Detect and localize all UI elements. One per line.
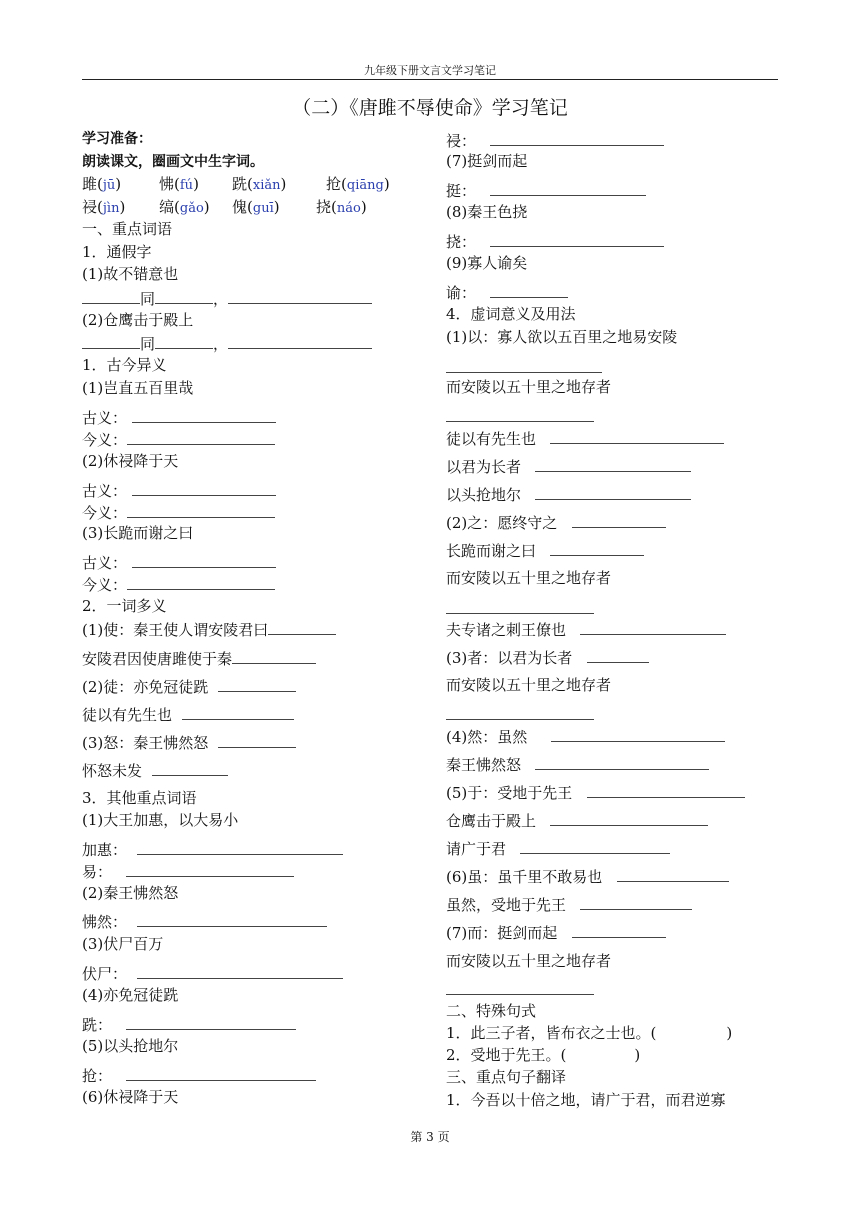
answer-blank[interactable] — [218, 733, 296, 748]
subsection-heading: 1．古今异义 — [82, 356, 167, 374]
question-item — [446, 783, 745, 802]
question-text: (3)怒：秦王怫然怒 — [82, 734, 209, 752]
char: 挠 — [316, 198, 332, 216]
subsection-heading: 4．虚词意义及用法 — [446, 305, 576, 323]
question-text: 请广于君 — [446, 840, 507, 858]
prep-title: 学习准备： — [82, 131, 152, 147]
pinyin-row-1: 雎(jū) — [82, 175, 122, 193]
pinyin-item: 抢(qiāng) — [326, 175, 390, 193]
answer-line — [82, 289, 372, 308]
question-item — [82, 649, 316, 668]
paren: ) — [634, 1046, 641, 1064]
question-item — [82, 733, 296, 752]
question-item: (1)以：寡人欲以五百里之地易安陵 — [446, 328, 678, 346]
label: 挺： — [446, 182, 477, 200]
answer-blank[interactable] — [228, 289, 372, 304]
answer-blank[interactable] — [446, 358, 602, 373]
question-item — [446, 895, 692, 914]
label: 古义： — [82, 409, 128, 427]
question-text: (3)者：以君为长者 — [446, 649, 573, 667]
char: 傀 — [232, 198, 248, 216]
answer-blank[interactable] — [535, 485, 691, 500]
comma: ， — [213, 335, 229, 353]
question-text: 怀怒未发 — [82, 762, 143, 780]
answer-blank[interactable] — [572, 923, 666, 938]
question-text: 以君为长者 — [446, 458, 522, 476]
section-heading: 二、特殊句式 — [446, 1002, 537, 1020]
question-item — [446, 541, 644, 560]
question-item — [82, 620, 336, 639]
comma: ， — [213, 290, 229, 308]
label: 今义： — [82, 576, 128, 594]
question-item — [446, 485, 691, 504]
label: 谕： — [446, 284, 477, 302]
question-item — [446, 1046, 640, 1064]
question-text: 2．受地于先王。( — [446, 1046, 567, 1064]
subsection-heading: 2．一词多义 — [82, 597, 167, 615]
question-text: (6)虽：虽千里不敢易也 — [446, 868, 603, 886]
question-text: (1)使：秦王使人谓安陵君曰 — [82, 621, 269, 639]
answer-line — [82, 1015, 296, 1034]
answer-blank[interactable] — [587, 783, 745, 798]
answer-blank[interactable] — [155, 289, 213, 304]
answer-blank[interactable] — [550, 429, 724, 444]
answer-blank[interactable] — [126, 1066, 316, 1081]
question-item: (1)大王加惠，以大易小 — [82, 811, 239, 829]
question-item: (3)长跪而谢之曰 — [82, 524, 194, 542]
answer-blank[interactable] — [446, 705, 594, 720]
answer-line — [446, 181, 646, 200]
question-item — [82, 705, 294, 724]
question-text: 安陵君因使唐雎使于秦 — [82, 650, 233, 668]
answer-blank[interactable] — [617, 867, 729, 882]
question-text: 夫专诸之刺王僚也 — [446, 621, 567, 639]
answer-line — [446, 232, 664, 251]
label: 伏尸： — [82, 965, 128, 983]
question-item: 1．今吾以十倍之地，请广于君，而君逆寡 — [446, 1091, 726, 1109]
question-text: 虽然，受地于先王 — [446, 896, 567, 914]
answer-line — [446, 131, 664, 150]
answer-blank[interactable] — [535, 457, 691, 472]
question-item: (4)亦免冠徒跣 — [82, 986, 179, 1004]
pinyin-item: 缟(gǎo) — [159, 198, 210, 216]
answer-blank[interactable] — [132, 481, 276, 496]
label: 祲： — [446, 132, 477, 150]
label: 挠： — [446, 233, 477, 251]
question-text: (2)徒：亦免冠徒跣 — [82, 678, 209, 696]
section-heading: 一、重点词语 — [82, 220, 173, 238]
answer-line — [82, 481, 276, 500]
question-item — [446, 513, 666, 532]
question-item — [446, 429, 724, 448]
label: 怫然： — [82, 913, 128, 931]
answer-blank[interactable] — [550, 541, 644, 556]
answer-line — [82, 408, 276, 427]
answer-blank[interactable] — [82, 334, 140, 349]
question-text: (4)然：虽然 — [446, 728, 528, 746]
answer-line — [82, 862, 294, 881]
pinyin-item: 怫(fú) — [159, 175, 199, 193]
answer-blank[interactable] — [137, 964, 343, 979]
answer-line — [446, 599, 594, 618]
answer-blank[interactable] — [580, 620, 726, 635]
answer-blank[interactable] — [490, 181, 646, 196]
pinyin-item: 跣(xiǎn) — [232, 175, 287, 193]
section-heading: 三、重点句子翻译 — [446, 1068, 567, 1086]
question-text: (2)之：愿终守之 — [446, 514, 558, 532]
answer-line — [446, 407, 594, 426]
question-text: (5)于：受地于先王 — [446, 784, 573, 802]
question-item: 而安陵以五十里之地存者 — [446, 952, 612, 970]
pinyin-item: 傀(guī) — [232, 198, 280, 216]
page-title: （二）《唐雎不辱使命》学习笔记 — [292, 97, 568, 119]
answer-line — [82, 1066, 316, 1085]
tong-label: 同 — [140, 290, 156, 308]
answer-blank[interactable] — [127, 503, 275, 518]
answer-line — [446, 358, 602, 377]
label: 古义： — [82, 482, 128, 500]
answer-blank[interactable] — [228, 334, 372, 349]
answer-blank[interactable] — [446, 980, 594, 995]
question-text: 徒以有先生也 — [446, 430, 537, 448]
pinyin: jū — [102, 178, 116, 193]
pinyin: náo — [336, 201, 361, 216]
question-item — [446, 811, 708, 830]
question-item — [82, 761, 228, 780]
answer-blank[interactable] — [587, 648, 649, 663]
answer-blank[interactable] — [490, 232, 664, 247]
left-column — [82, 0, 422, 1216]
pinyin-item: 祲(jìn) — [82, 198, 126, 216]
answer-blank[interactable] — [551, 727, 725, 742]
pinyin: qiāng — [346, 178, 384, 193]
answer-line — [446, 705, 594, 724]
question-text: 长跪而谢之曰 — [446, 542, 537, 560]
question-item: 而安陵以五十里之地存者 — [446, 676, 612, 694]
question-item: 而安陵以五十里之地存者 — [446, 378, 612, 396]
paren: ) — [726, 1024, 733, 1042]
right-column — [446, 0, 786, 1216]
question-text: (7)而：挺剑而起 — [446, 924, 558, 942]
question-item: (3)伏尸百万 — [82, 935, 164, 953]
answer-blank[interactable] — [572, 513, 666, 528]
label: 古义： — [82, 554, 128, 572]
answer-blank[interactable] — [126, 862, 294, 877]
question-text: 徒以有先生也 — [82, 706, 173, 724]
question-item — [446, 620, 726, 639]
question-item — [82, 677, 296, 696]
answer-blank[interactable] — [137, 840, 343, 855]
question-item: (1)岂直五百里哉 — [82, 379, 194, 397]
answer-blank[interactable] — [152, 761, 228, 776]
page-footer: 第 3 页 — [410, 1130, 450, 1144]
question-item — [446, 867, 729, 886]
question-item: 而安陵以五十里之地存者 — [446, 569, 612, 587]
label: 易： — [82, 863, 113, 881]
char: 缟 — [159, 198, 175, 216]
answer-blank[interactable] — [218, 677, 296, 692]
question-item — [446, 755, 709, 774]
question-item — [446, 727, 725, 746]
question-item — [446, 648, 649, 667]
answer-line — [446, 283, 568, 302]
char: 怫 — [159, 175, 175, 193]
answer-blank[interactable] — [580, 895, 692, 910]
answer-blank[interactable] — [232, 649, 316, 664]
question-text: 仓鹰击于殿上 — [446, 812, 537, 830]
answer-blank[interactable] — [446, 599, 594, 614]
answer-line — [82, 575, 275, 594]
answer-blank[interactable] — [132, 553, 276, 568]
question-item: (6)休祲降于天 — [82, 1088, 179, 1106]
char: 跣 — [232, 175, 248, 193]
tong-label: 同 — [140, 335, 156, 353]
answer-line — [82, 840, 343, 859]
question-item: (1)故不错意也 — [82, 265, 179, 283]
question-text: 以头抢地尔 — [446, 486, 522, 504]
pinyin: fú — [179, 178, 194, 193]
label: 今义： — [82, 431, 128, 449]
answer-blank[interactable] — [535, 755, 709, 770]
question-item: (9)寡人谕矣 — [446, 254, 528, 272]
question-item: (5)以头抢地尔 — [82, 1037, 179, 1055]
answer-blank[interactable] — [132, 408, 276, 423]
char: 抢 — [326, 175, 342, 193]
question-item: (2)休祲降于天 — [82, 452, 179, 470]
question-item: (7)挺剑而起 — [446, 152, 528, 170]
answer-blank[interactable] — [268, 620, 336, 635]
pinyin: guī — [252, 201, 274, 216]
char: 雎 — [82, 175, 98, 193]
answer-line — [82, 503, 275, 522]
label: 抢： — [82, 1067, 113, 1085]
question-item: (2)仓鹰击于殿上 — [82, 311, 194, 329]
answer-blank[interactable] — [490, 131, 664, 146]
answer-line — [82, 430, 275, 449]
label: 加惠： — [82, 841, 128, 859]
answer-line — [82, 912, 327, 931]
answer-blank[interactable] — [82, 289, 140, 304]
answer-blank[interactable] — [550, 811, 708, 826]
answer-line — [82, 553, 276, 572]
pinyin: gǎo — [179, 201, 204, 216]
question-text: 秦王怫然怒 — [446, 756, 522, 774]
question-item — [446, 839, 670, 858]
answer-blank[interactable] — [126, 1015, 296, 1030]
label: 今义： — [82, 504, 128, 522]
question-item: (2)秦王怫然怒 — [82, 884, 179, 902]
subsection-heading: 3．其他重点词语 — [82, 789, 197, 807]
answer-blank[interactable] — [137, 912, 327, 927]
prep-instruction: 朗读课文，圈画文中生字词。 — [82, 154, 264, 170]
answer-blank[interactable] — [127, 430, 275, 445]
answer-blank[interactable] — [155, 334, 213, 349]
subsection-heading: 1．通假字 — [82, 243, 152, 261]
pinyin: jìn — [102, 201, 120, 216]
answer-blank[interactable] — [490, 283, 568, 298]
question-item: (8)秦王色挠 — [446, 203, 528, 221]
answer-blank[interactable] — [520, 839, 670, 854]
pinyin: xiǎn — [252, 178, 281, 193]
question-item — [446, 923, 666, 942]
answer-blank[interactable] — [127, 575, 275, 590]
answer-line — [82, 334, 372, 353]
answer-blank[interactable] — [446, 407, 594, 422]
question-item — [446, 1024, 732, 1042]
pinyin-item: 挠(náo) — [316, 198, 367, 216]
answer-blank[interactable] — [182, 705, 294, 720]
char: 祲 — [82, 198, 98, 216]
label: 跣： — [82, 1016, 113, 1034]
answer-line — [82, 964, 343, 983]
question-item — [446, 457, 691, 476]
answer-line — [446, 980, 594, 999]
question-text: 1．此三子者，皆布衣之士也。( — [446, 1024, 657, 1042]
page-header: 九年级下册文言文学习笔记 — [364, 64, 496, 77]
